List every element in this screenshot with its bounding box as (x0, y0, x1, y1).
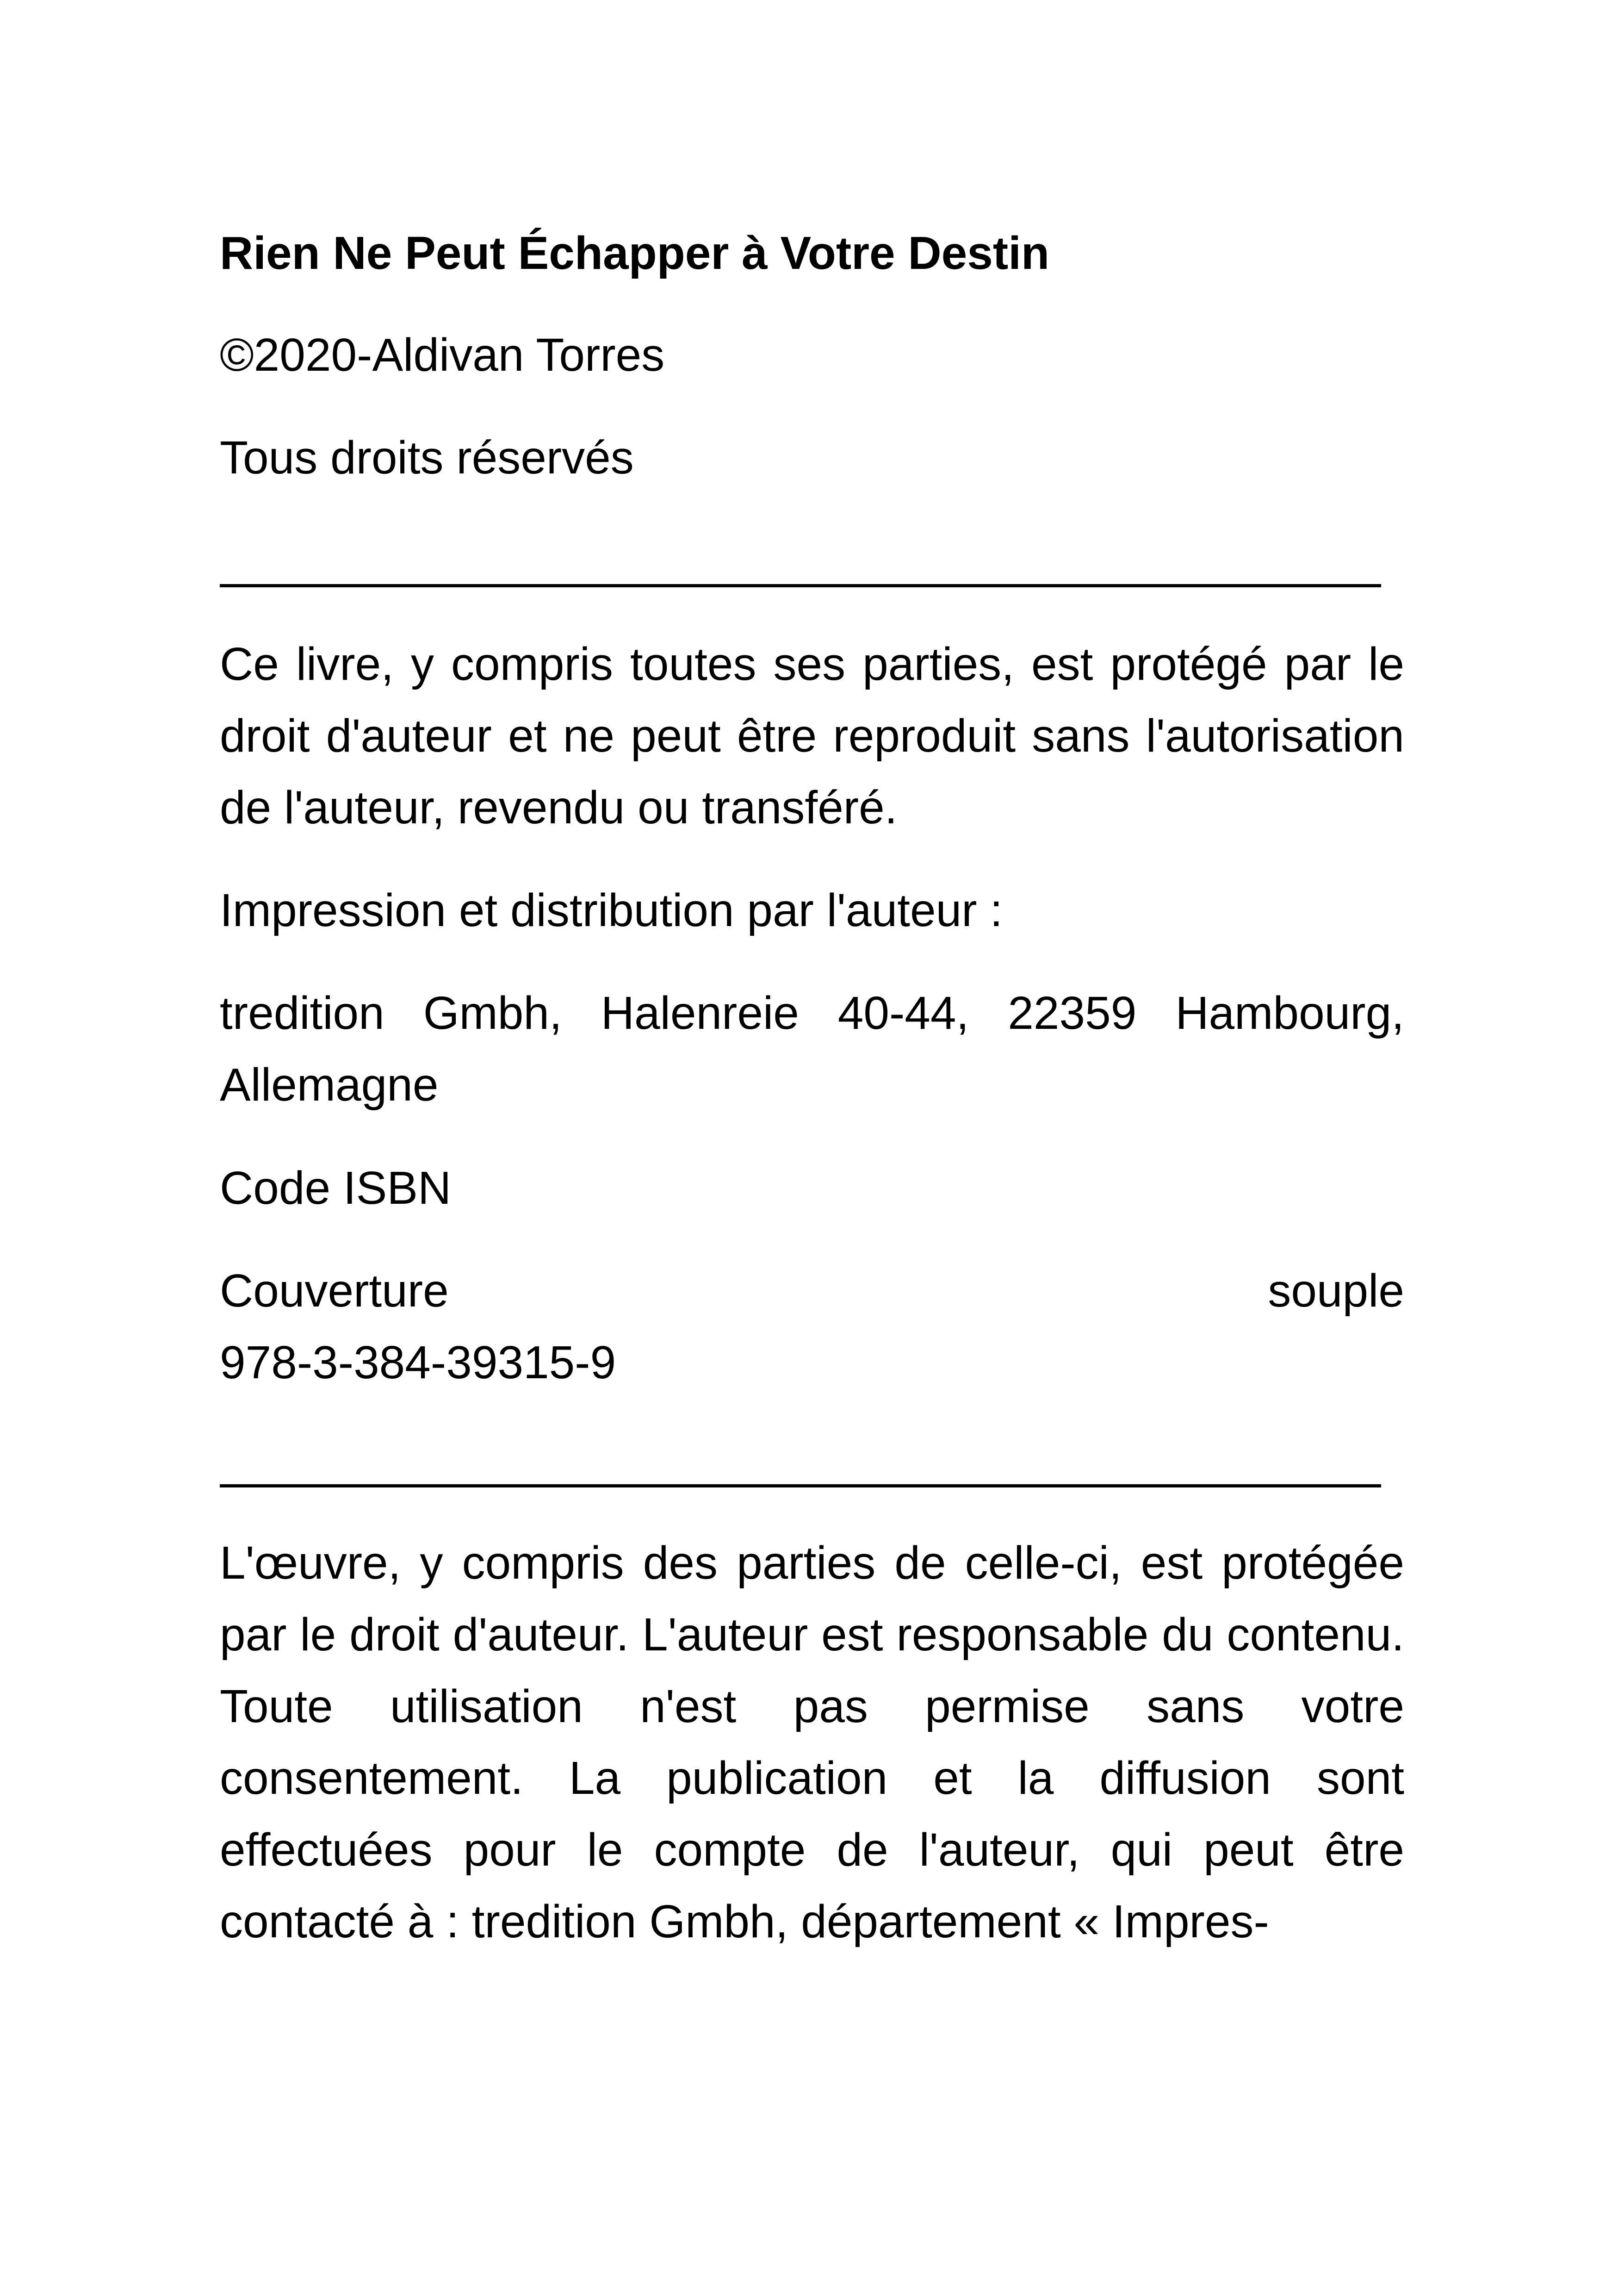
cover-type-row (220, 1255, 1404, 1327)
book-title: Rien Ne Peut Échapper à Votre Destin (220, 227, 1050, 279)
printing-label: Impression et distribution par l'auteur : (220, 884, 1003, 936)
legal-notice: L'œuvre, y compris des parties de celle-ci, est protégée par le droit d'auteur. L'auteur est responsable du contenu. Toute utilisation n'est pas permise sans votre consentement. La publication et la diffusion sont effectuées pour le compte de l'auteur, qui peut être contacté à : tredition Gmbh, département « Impres- (220, 1537, 1404, 1948)
isbn-label: Code ISBN (220, 1162, 452, 1214)
publisher-address: tredition Gmbh, Halenreie 40-44, 22359 Hambourg, Allemagne (220, 987, 1404, 1111)
rights-reserved: Tous droits réservés (220, 432, 634, 484)
cover-type-left: Couverture (220, 1265, 449, 1317)
divider-line-bottom (220, 1484, 1381, 1487)
divider-line-top (220, 584, 1381, 587)
protection-notice: Ce livre, y compris toutes ses parties, est protégé par le droit d'auteur et ne peut être reproduit sans l'autorisation de l'auteur, revendu ou transféré. (220, 638, 1404, 834)
copyright-line: ©2020-Aldivan Torres (220, 329, 665, 381)
isbn-number: 978-3-384-39315-9 (220, 1337, 616, 1388)
cover-type-right: souple (1268, 1265, 1404, 1317)
